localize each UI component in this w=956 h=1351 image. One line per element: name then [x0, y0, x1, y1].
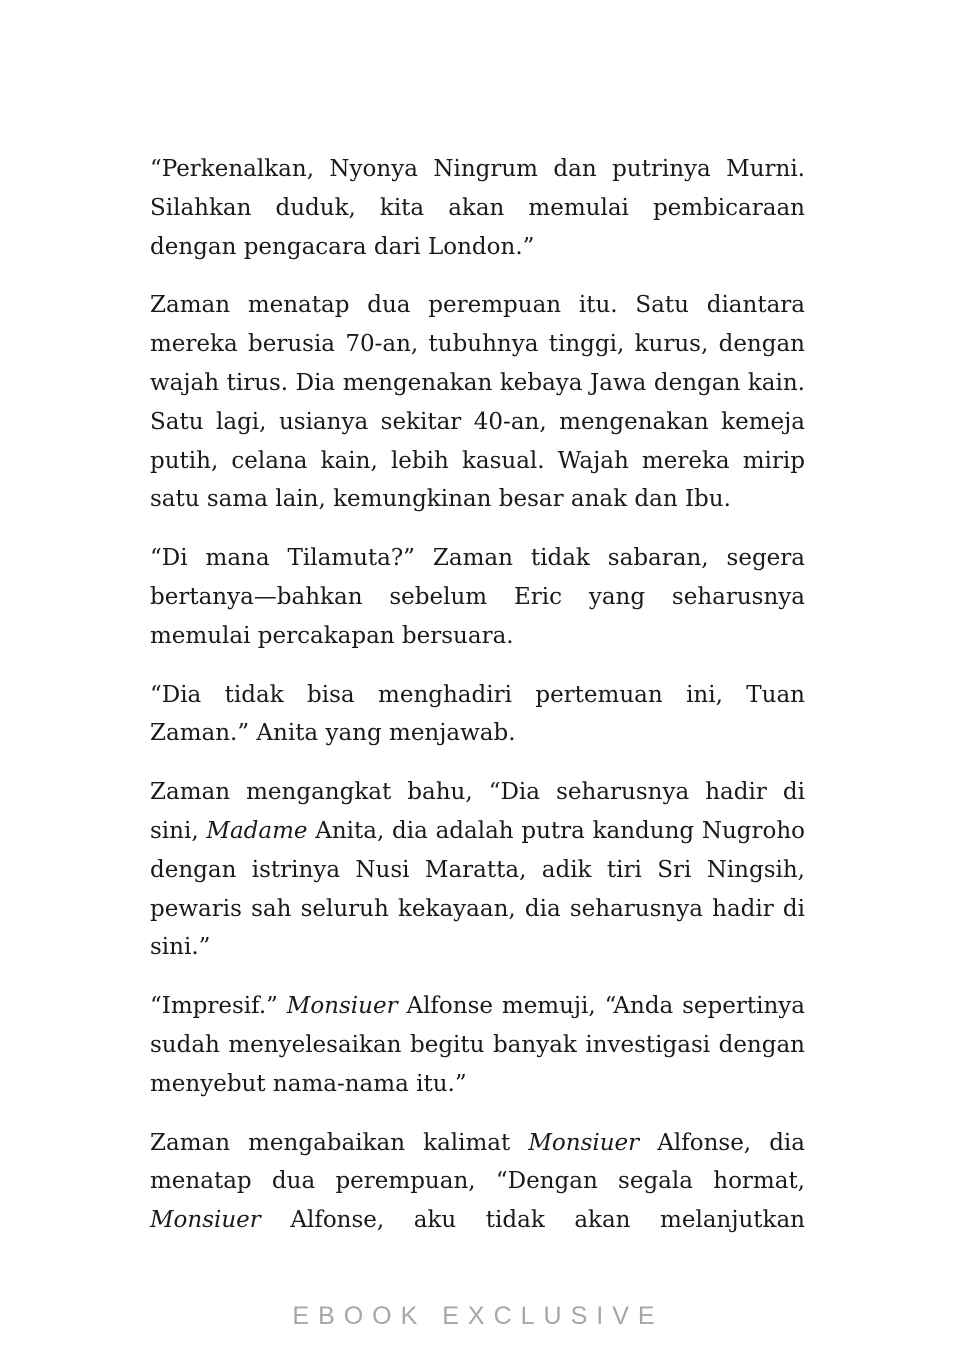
paragraph-4 [150, 676, 805, 754]
paragraph-7 [150, 1124, 805, 1240]
ebook-exclusive-footer: EBOOK EXCLUSIVE [292, 1302, 664, 1330]
paragraph-7-text-a: Zaman mengabaikan kalimat [150, 1129, 529, 1156]
paragraph-7-italic-b: Monsiuer [150, 1207, 261, 1234]
paragraph-5-text-b: Anita, dia adalah putra kandung Nugroho dengan istrinya Nusi Maratta, adik tiri Sri Ningsih, pewaris sah seluruh kekayaan, dia seharusnya hadir di sini.” [150, 817, 806, 961]
paragraph-3 [150, 539, 805, 655]
paragraph-2-text: Zaman menatap dua perempuan itu. Satu diantara mereka berusia 70-an, tubuhnya tinggi, kurus, dengan wajah tirus. Dia mengenakan kebaya Jawa dengan kain. Satu lagi, usianya sekitar 40-an, mengenakan kemeja putih, celana kain, lebih kasual. Wajah mereka mirip satu sama lain, kemungkinan besar anak dan Ibu. [150, 292, 805, 513]
paragraph-1-text: “Perkenalkan, Nyonya Ningrum dan putrinya Murni. Silahkan duduk, kita akan memulai pembicaraan dengan pengacara dari London.” [150, 156, 805, 260]
paragraph-7-text-b: Alfonse, dia menatap dua perempuan, “Dengan segala hormat, [150, 1129, 805, 1195]
paragraph-5-italic: Madame [206, 817, 308, 844]
paragraph-5-text-a: Zaman mengangkat bahu, “Dia seharusnya hadir di sini, [150, 779, 805, 844]
paragraph-6-text-a: “Impresif.” [150, 993, 287, 1020]
paragraph-2 [150, 286, 805, 519]
paragraph-6-text-b: Alfonse memuji, “Anda sepertinya sudah menyelesaikan begitu banyak investigasi dengan menyebut nama-nama itu.” [150, 993, 805, 1097]
paragraph-7-text-c: Alfonse, aku tidak akan melanjutkan [260, 1207, 805, 1234]
paragraph-3-text: “Di mana Tilamuta?” Zaman tidak sabaran, segera bertanya—bahkan sebelum Eric yang seharusnya memulai percakapan bersuara. [150, 545, 805, 649]
paragraph-6 [150, 987, 805, 1103]
page-body [150, 150, 805, 1240]
paragraph-6-italic: Monsiuer [286, 993, 398, 1020]
paragraph-7-italic-a: Monsiuer [528, 1129, 640, 1156]
paragraph-1 [150, 150, 805, 266]
paragraph-5 [150, 773, 805, 967]
paragraph-4-text: “Dia tidak bisa menghadiri pertemuan ini, Tuan Zaman.” Anita yang menjawab. [150, 681, 805, 747]
